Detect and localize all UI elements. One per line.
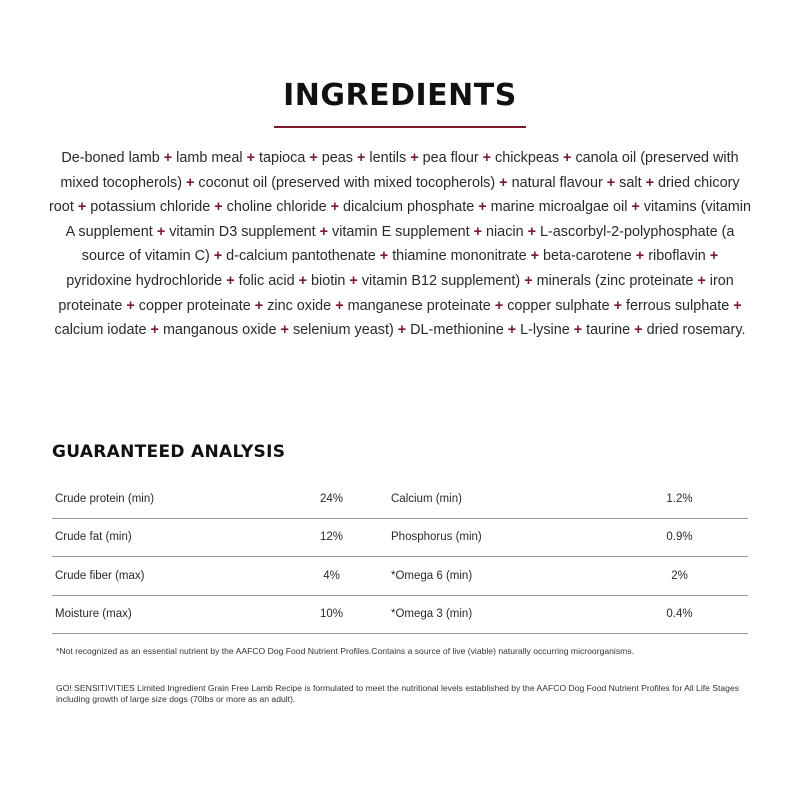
ingredient-item: potassium chloride (90, 199, 211, 216)
ingredient-item: lamb meal (176, 150, 243, 166)
ingredient-item: riboflavin (648, 248, 706, 265)
table-row (52, 557, 748, 596)
ingredient-item: choline chloride (226, 199, 327, 216)
ingredient-item: calcium iodate (54, 322, 147, 339)
ingredient-item: biotin (311, 272, 346, 289)
ingredient-item: salt (619, 174, 642, 191)
ingredient-item: L-lysine (520, 322, 570, 339)
ingredient-item: beta-carotene (542, 248, 632, 265)
nutrient-name: Calcium (min) (388, 480, 611, 518)
plus-separator: + (214, 199, 223, 216)
nutrient-name: Crude fiber (max) (52, 557, 275, 596)
plus-separator: + (254, 297, 264, 314)
plus-separator: + (645, 174, 654, 191)
ingredient-item: L-ascorbyl-2-polyphosphate (a source of vitamin C) (81, 223, 735, 265)
plus-separator: + (563, 150, 572, 166)
ingredient-item: marine microalgae oil (490, 199, 628, 216)
nutrient-value: 24% (275, 480, 388, 518)
plus-separator: + (156, 223, 166, 240)
footnote: *Not recognized as an essential nutrient by the AAFCO Dog Food Nutrient Profiles.Contains a source of live (viable) naturally occurring microorganisms. (56, 646, 634, 656)
guaranteed-analysis-table (52, 480, 748, 634)
table-row (52, 480, 748, 518)
plus-separator: + (330, 199, 340, 216)
ingredient-item: vitamin D3 supplement (169, 223, 316, 240)
plus-separator: + (213, 248, 223, 265)
plus-separator: + (379, 248, 389, 265)
plus-separator: + (530, 248, 539, 265)
ingredient-item: DL-methionine (410, 322, 504, 339)
nutrient-value: 4% (275, 557, 388, 596)
ingredient-item: tapioca (258, 150, 306, 166)
ingredients-list (48, 146, 752, 343)
plus-separator: + (77, 199, 87, 216)
ingredient-item: pyridoxine hydrochloride (66, 272, 223, 289)
ingredient-item: niacin (485, 223, 524, 240)
plus-separator: + (697, 272, 706, 289)
plus-separator: + (163, 150, 173, 166)
ingredient-item: vitamins (vitamin A supplement (65, 199, 751, 240)
ingredient-item: ferrous sulphate (626, 297, 730, 314)
plus-separator: + (319, 223, 328, 240)
ingredient-item: vitamin E supplement (332, 223, 470, 240)
ingredient-item: peas (321, 150, 353, 166)
nutrient-value: 0.4% (611, 595, 748, 634)
ingredient-item: canola oil (preserved with mixed tocopherols) (60, 150, 739, 191)
plus-separator: + (482, 150, 492, 166)
nutrient-value: 10% (275, 595, 388, 634)
ingredient-item: iron proteinate (58, 272, 734, 314)
ingredient-item: pea flour (422, 150, 479, 166)
plus-separator: + (573, 322, 583, 339)
ingredient-item: taurine (586, 322, 631, 339)
aafco-statement: GO! SENSITIVITIES Limited Ingredient Grain Free Lamb Recipe is formulated to meet the nutritional levels established by the AAFCO Dog Food Nutrient Profiles for All Life Stages including growth of large size dogs (70lbs or more as an adult). (56, 683, 740, 704)
ingredients-title: INGREDIENTS (283, 78, 517, 113)
plus-separator: + (733, 297, 742, 314)
plus-separator: + (631, 199, 640, 216)
plus-separator: + (527, 223, 536, 240)
ingredient-item: De-boned lamb (61, 150, 160, 166)
nutrient-value: 12% (275, 518, 388, 557)
ingredient-item: minerals (zinc proteinate (536, 272, 694, 289)
nutrient-value: 0.9% (611, 518, 748, 557)
plus-separator: + (494, 297, 504, 314)
plus-separator: + (478, 199, 487, 216)
table-row (52, 518, 748, 557)
plus-separator: + (246, 150, 255, 166)
ingredient-item: natural flavour (511, 174, 603, 191)
title-underline (274, 126, 526, 128)
plus-separator: + (524, 272, 533, 289)
nutrient-name: Crude protein (min) (52, 480, 275, 518)
ingredient-item: dried rosemary. (646, 322, 746, 339)
nutrient-name: *Omega 6 (min) (388, 557, 611, 596)
ingredient-item: manganese proteinate (347, 297, 491, 314)
plus-separator: + (280, 322, 289, 339)
plus-separator: + (634, 322, 643, 339)
nutrient-value: 2% (611, 557, 748, 596)
plus-separator: + (226, 272, 235, 289)
ingredient-item: vitamin B12 supplement) (361, 272, 521, 289)
guaranteed-analysis-title: GUARANTEED ANALYSIS (52, 442, 286, 462)
ingredient-item: copper sulphate (507, 297, 610, 314)
plus-separator: + (499, 174, 508, 191)
nutrient-name: Phosphorus (min) (388, 518, 611, 557)
plus-separator: + (357, 150, 366, 166)
nutrient-value: 1.2% (611, 480, 748, 518)
ingredient-item: chickpeas (495, 150, 560, 166)
plus-separator: + (635, 248, 645, 265)
ingredient-item: folic acid (238, 272, 295, 289)
ingredient-item: dried chicory root (49, 174, 740, 216)
plus-separator: + (397, 322, 407, 339)
plus-separator: + (507, 322, 517, 339)
ingredient-item: lentils (369, 150, 407, 166)
ingredient-item: manganous oxide (162, 322, 277, 339)
plus-separator: + (349, 272, 358, 289)
plus-separator: + (298, 272, 308, 289)
ingredient-item: d-calcium pantothenate (226, 248, 376, 265)
plus-separator: + (126, 297, 135, 314)
nutrient-name: *Omega 3 (min) (388, 595, 611, 634)
ingredient-item: copper proteinate (138, 297, 251, 314)
nutrient-name: Moisture (max) (52, 595, 275, 634)
ingredient-item: zinc oxide (267, 297, 332, 314)
plus-separator: + (309, 150, 318, 166)
plus-separator: + (335, 297, 344, 314)
ingredient-item: selenium yeast) (292, 322, 394, 339)
ingredient-item: dicalcium phosphate (343, 199, 475, 216)
plus-separator: + (150, 322, 159, 339)
table-row (52, 595, 748, 634)
plus-separator: + (606, 174, 616, 191)
ingredient-item: coconut oil (preserved with mixed tocopherols) (198, 174, 496, 191)
plus-separator: + (410, 150, 419, 166)
plus-separator: + (613, 297, 623, 314)
plus-separator: + (186, 174, 195, 191)
plus-separator: + (473, 223, 482, 240)
plus-separator: + (709, 248, 719, 265)
nutrient-name: Crude fat (min) (52, 518, 275, 557)
ingredient-item: thiamine mononitrate (392, 248, 527, 265)
